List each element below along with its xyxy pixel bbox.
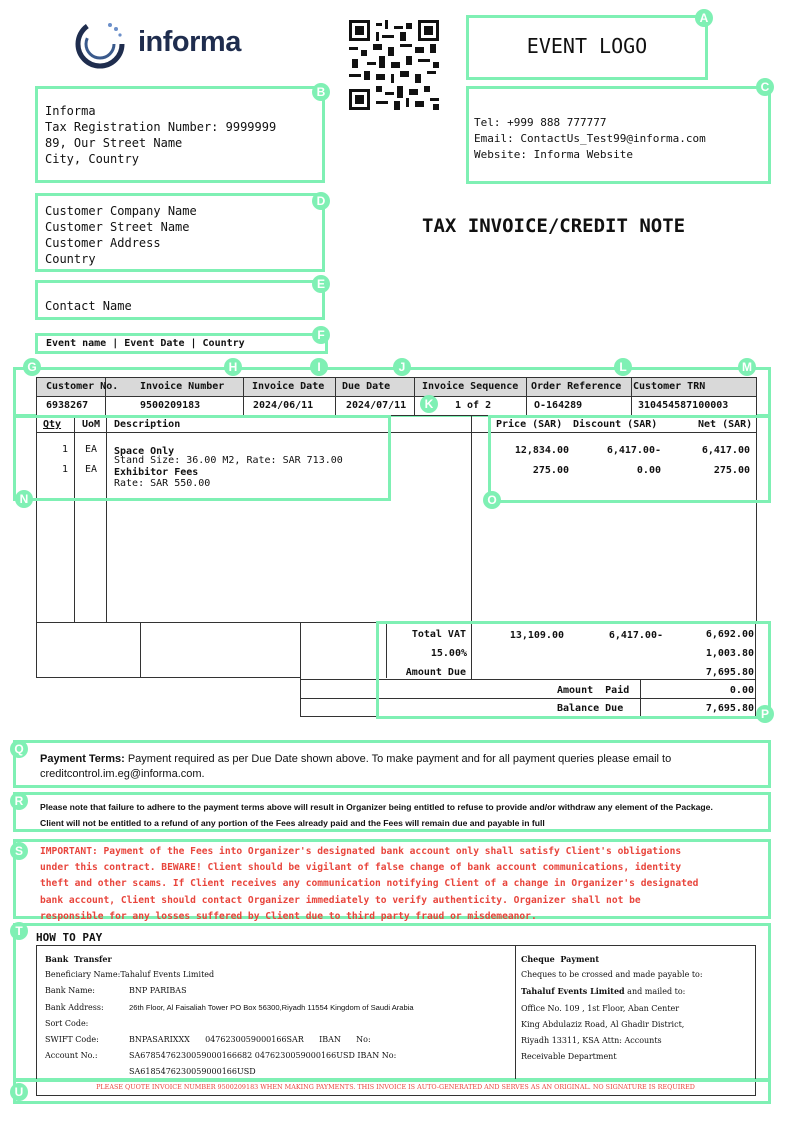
document-title: TAX INVOICE/CREDIT NOTE — [422, 215, 686, 237]
col-invoice-date: Invoice Date — [252, 381, 325, 392]
notice-block — [13, 792, 771, 832]
col-discount: Discount (SAR) — [573, 419, 658, 430]
bank-row-label: Sort Code: — [45, 1018, 89, 1028]
important-line: responsible for any losses suffered by Client due to third party fraud or misdemeanor. — [40, 910, 537, 922]
balance-due-label: Balance Due — [557, 703, 624, 714]
badge-j: J — [393, 358, 411, 376]
contact-name-block — [35, 280, 325, 320]
bank-row-label: Bank Address: — [45, 1002, 104, 1012]
val-customer-trn: 310454587100003 — [638, 400, 729, 411]
item-net: 275.00 — [713, 465, 750, 476]
col-description: Description — [114, 419, 181, 430]
important-line: under this contract. BEWARE! Client should be vigilant of false change of bank account communications, identity — [40, 862, 682, 874]
badge-r: R — [10, 792, 28, 810]
bank-row-label: SWIFT Code: — [45, 1035, 99, 1045]
badge-l: L — [614, 358, 632, 376]
event-logo-text: EVENT LOGO — [526, 34, 648, 58]
amount-due: 7,695.80 — [705, 667, 754, 678]
cheque-payment-section — [521, 951, 703, 1065]
val-order-reference: O-164289 — [534, 400, 583, 411]
bank-transfer-title: Bank Transfer — [45, 954, 112, 964]
col-customer-trn: Customer TRN — [633, 381, 706, 392]
event-line-block — [35, 333, 328, 354]
company-line: 89, Our Street Name — [45, 136, 183, 150]
bank-row-value: SA6185476230059000166USD — [129, 1067, 256, 1077]
item-price: 275.00 — [532, 465, 569, 476]
total-price: 13,109.00 — [509, 630, 564, 641]
col-qty: Qty — [43, 419, 62, 430]
amount-paid: 0.00 — [729, 685, 754, 696]
badge-p: P — [756, 705, 774, 723]
col-invoice-sequence: Invoice Sequence — [422, 381, 519, 392]
item-qty: 1 — [62, 444, 69, 455]
item-uom: EA — [85, 444, 98, 455]
bank-row-value: BNPASARIXXX 0476230059000166SAR IBAN No: — [129, 1035, 371, 1045]
how-to-pay-title: HOW TO PAY — [36, 931, 103, 944]
badge-m: M — [738, 358, 756, 376]
badge-q: Q — [10, 740, 28, 758]
badge-d: D — [312, 192, 330, 210]
col-customer-no: Customer No. — [46, 381, 119, 392]
item-uom: EA — [85, 464, 98, 475]
company-line: City, Country — [45, 152, 139, 166]
val-invoice-number: 9500209183 — [140, 400, 201, 411]
col-invoice-number: Invoice Number — [140, 381, 225, 392]
badge-c: C — [756, 78, 774, 96]
totals-highlight — [376, 621, 771, 719]
notice-line: Please note that failure to adhere to the payment terms above will result in Organizer being entitled to refuse to provide and/or withdraw any element of the Package. — [40, 802, 713, 812]
col-due-date: Due Date — [342, 381, 391, 392]
contact-email: Email: ContactUs_Test99@informa.com — [474, 132, 706, 145]
val-invoice-date: 2024/06/11 — [253, 400, 314, 411]
customer-address-block — [35, 193, 325, 272]
total-vat-label: Total VAT — [411, 629, 466, 640]
amounts-highlight — [488, 415, 771, 503]
amount-due-label: Amount Due — [405, 667, 466, 678]
event-line: Event name | Event Date | Country — [46, 338, 245, 349]
cheque-line: Riyadh 13311, KSA Attn: Accounts — [521, 1036, 662, 1046]
cheque-line: Cheques to be crossed and made payable to: — [521, 970, 703, 980]
badge-n: N — [15, 490, 33, 508]
col-uom: UoM — [82, 419, 101, 430]
informa-swirl-icon — [72, 16, 128, 72]
badge-i: I — [310, 358, 328, 376]
badge-t: T — [10, 922, 28, 940]
contact-name: Contact Name — [45, 299, 132, 313]
item-qty: 1 — [62, 464, 69, 475]
customer-line: Customer Address — [45, 236, 161, 250]
badge-s: S — [10, 842, 28, 860]
cheque-line: Office No. 109 , 1st Floor, Aban Center — [521, 1003, 680, 1013]
bank-row-value: SA6785476230059000166682 0476230059000166USD IBAN No: — [129, 1051, 397, 1061]
cheque-payment-title: Cheque Payment — [521, 954, 600, 964]
bank-transfer-section — [45, 951, 414, 1081]
company-line: Tax Registration Number: 9999999 — [45, 120, 277, 134]
bank-row-value: BNP PARIBAS — [129, 986, 187, 996]
item-title: Exhibitor Fees — [114, 467, 199, 478]
val-invoice-sequence: 1 of 2 — [455, 400, 492, 411]
val-customer-no: 6938267 — [46, 400, 89, 411]
bank-row-label: Beneficiary Name: — [45, 970, 121, 980]
footer-note: PLEASE QUOTE INVOICE NUMBER 9500209183 WHEN MAKING PAYMENTS. THIS INVOICE IS AUTO-GENERATED AND SERVES AS AN ORIGINAL. NO SIGNATURE IS REQUIRED — [96, 1083, 695, 1091]
company-address-block — [35, 86, 325, 183]
badge-o: O — [483, 491, 501, 509]
payment-terms-email: creditcontrol.im.eg@informa.com. — [40, 768, 205, 780]
informa-logo — [72, 16, 252, 72]
item-detail: Stand Size: 36.00 M2, Rate: SAR 713.00 — [114, 455, 343, 466]
payment-terms-label: Payment Terms: — [40, 753, 125, 765]
item-discount: 0.00 — [636, 465, 661, 476]
item-title: Space Only — [114, 446, 175, 457]
important-line: theft and other scams. If Client receives any communication notifying Client of a change in Organizer's designated — [40, 878, 699, 890]
vat-rate: 15.00% — [430, 648, 467, 659]
item-detail: Rate: SAR 550.00 — [114, 478, 211, 489]
amount-paid-label: Amount Paid — [557, 685, 630, 696]
vat-amount: 1,003.80 — [705, 648, 754, 659]
badge-g: G — [23, 358, 41, 376]
event-logo-box — [466, 15, 708, 80]
bank-row-value: Tahaluf Events Limited — [120, 970, 215, 980]
balance-due: 7,695.80 — [705, 703, 754, 714]
badge-a: A — [695, 9, 713, 27]
company-line: Informa — [45, 104, 96, 118]
qr-code — [349, 20, 439, 110]
contact-tel: Tel: +999 888 777777 — [474, 116, 607, 129]
cheque-line: Receivable Department — [521, 1052, 617, 1062]
col-order-reference: Order Reference — [531, 381, 622, 392]
item-price: 12,834.00 — [514, 445, 569, 456]
bank-row-value: 26th Floor, Al Faisaliah Tower PO Box 56300,Riyadh 11554 Kingdom of Saudi Arabia — [129, 1002, 414, 1012]
badge-f: F — [312, 326, 330, 344]
customer-line: Customer Street Name — [45, 220, 190, 234]
important-notice-block — [13, 839, 771, 922]
contact-info-block — [466, 86, 771, 184]
col-net: Net (SAR) — [698, 419, 753, 430]
badge-u: U — [10, 1083, 28, 1101]
cheque-line: King Abdulaziz Road, Al Ghadir District, — [521, 1019, 685, 1029]
val-due-date: 2024/07/11 — [346, 400, 407, 411]
important-line: bank account, Client should contact Organizer immediately to verify authenticity. Organizer shall not be — [40, 894, 641, 906]
notice-line: Client will not be entitled to a refund of any portion of the Fees already paid and the Fees will remain due and payable in full — [40, 818, 545, 828]
description-highlight — [13, 415, 391, 501]
payment-terms-text: Payment required as per Due Date shown above. To make payment and for all payment queries please email to — [124, 753, 672, 765]
total-discount: 6,417.00- — [608, 630, 663, 641]
customer-line: Country — [45, 252, 96, 266]
badge-h: H — [224, 358, 242, 376]
badge-e: E — [312, 275, 330, 293]
total-net: 6,692.00 — [705, 629, 754, 640]
important-line: IMPORTANT: Payment of the Fees into Organizer's designated bank account only shall satisfy Client's obligations — [40, 846, 682, 857]
item-discount: 6,417.00- — [606, 445, 661, 456]
cheque-payee: Tahaluf Events Limited — [521, 986, 625, 997]
bank-row-label: Bank Name: — [45, 986, 95, 996]
contact-website: Website: Informa Website — [474, 148, 633, 161]
badge-k: K — [420, 395, 438, 413]
item-net: 6,417.00 — [701, 445, 750, 456]
col-price: Price (SAR) — [496, 419, 563, 430]
brand-name: informa — [138, 26, 241, 58]
payment-terms-block — [13, 740, 771, 788]
cheque-line-rest: and mailed to: — [624, 987, 686, 997]
badge-b: B — [312, 83, 330, 101]
customer-line: Customer Company Name — [45, 204, 197, 218]
bank-row-label: Account No.: — [45, 1051, 98, 1061]
